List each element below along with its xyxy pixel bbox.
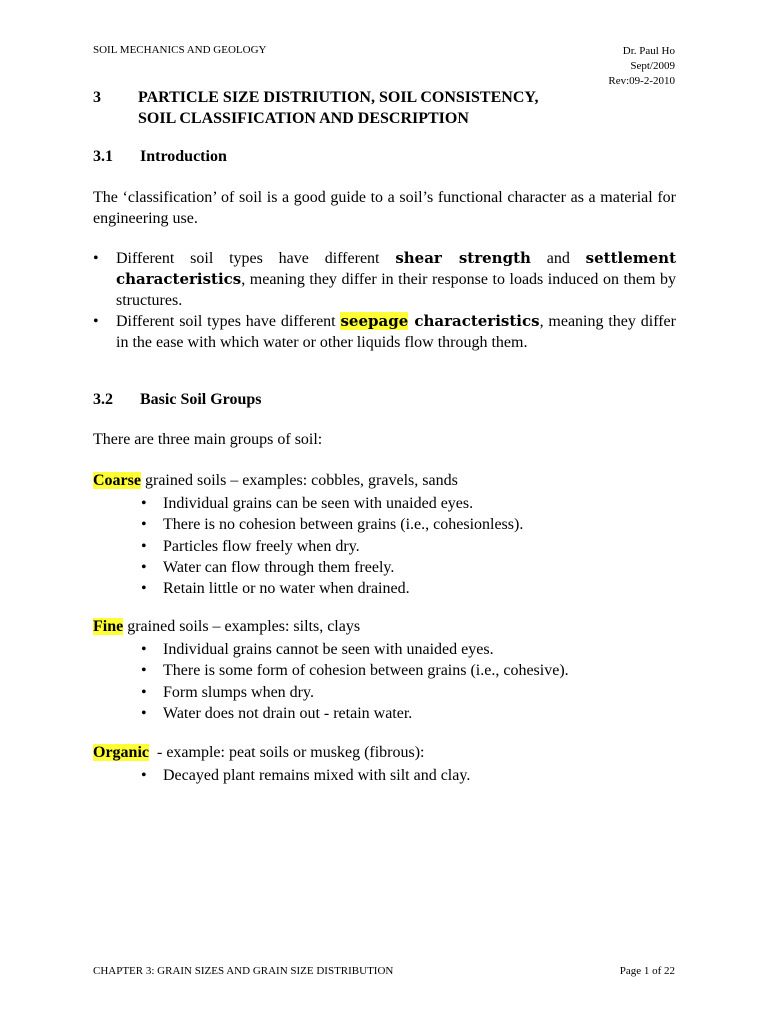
- term-settlement: settlement characteristics: [116, 249, 676, 288]
- coarse-description: grained soils – examples: cobbles, gravels, sands: [140, 472, 458, 489]
- bullet-seepage: [93, 311, 676, 353]
- fine-list: [141, 639, 569, 724]
- section-number: 3.1: [93, 148, 113, 165]
- fine-label: Fine: [93, 618, 124, 635]
- intro-bullet-list: [93, 248, 676, 353]
- header-date: Sept/2009: [630, 60, 675, 72]
- bullet-text: , meaning they differ in their response to loads induced on them by structures.: [116, 271, 676, 309]
- intro-paragraph: The ‘classification’ of soil is a good guide to a soil’s functional character as a material for engineering use.: [93, 189, 676, 227]
- list-item: • Water does not drain out - retain water.: [141, 703, 569, 724]
- header-meta: [608, 44, 675, 89]
- section-number: 3.2: [93, 391, 113, 408]
- header-author: Dr. Paul Ho: [622, 45, 675, 57]
- coarse-heading: [93, 472, 458, 490]
- coarse-list: [141, 493, 523, 599]
- chapter-number: 3: [93, 89, 101, 106]
- bullet-text: Different soil types have different: [116, 250, 396, 267]
- term-characteristics: characteristics: [408, 312, 540, 330]
- coarse-label: Coarse: [93, 472, 141, 489]
- list-item: • There is some form of cohesion between grains (i.e., cohesive).: [141, 660, 569, 681]
- term-seepage-highlight: seepage: [340, 312, 409, 330]
- fine-description: grained soils – examples: silts, clays: [123, 618, 361, 635]
- chapter-title-line2: SOIL CLASSIFICATION AND DESCRIPTION: [138, 110, 469, 127]
- organic-list: [141, 765, 470, 786]
- footer-chapter: CHAPTER 3: GRAIN SIZES AND GRAIN SIZE DISTRIBUTION: [93, 965, 394, 977]
- list-item: • Individual grains cannot be seen with unaided eyes.: [141, 639, 569, 660]
- fine-heading: [93, 618, 360, 636]
- bullet-shear-strength: [93, 248, 676, 311]
- section-title: Basic Soil Groups: [140, 391, 262, 408]
- bullet-text: and: [530, 250, 586, 267]
- section-title: Introduction: [140, 148, 227, 165]
- list-item: • Retain little or no water when drained.: [141, 578, 523, 599]
- header-revision: Rev:09-2-2010: [608, 75, 675, 87]
- list-item: • There is no cohesion between grains (i.e., cohesionless).: [141, 514, 523, 535]
- organic-label: Organic: [93, 744, 149, 761]
- organic-heading: [93, 744, 425, 762]
- list-item: • Form slumps when dry.: [141, 682, 569, 703]
- organic-description: - example: peat soils or muskeg (fibrous):: [149, 744, 425, 761]
- header-course: SOIL MECHANICS AND GEOLOGY: [93, 44, 267, 56]
- bullet-text: , meaning they differ in the ease with which water or other liquids flow through them.: [116, 313, 676, 351]
- bullet-text: Different soil types have different: [116, 313, 341, 330]
- list-item: • Water can flow through them freely.: [141, 557, 523, 578]
- chapter-title-line1: PARTICLE SIZE DISTRIUTION, SOIL CONSISTENCY,: [138, 89, 539, 106]
- list-item: • Individual grains can be seen with unaided eyes.: [141, 493, 523, 514]
- term-shear-strength: shear strength: [395, 249, 531, 267]
- list-item: • Decayed plant remains mixed with silt and clay.: [141, 765, 470, 786]
- soil-groups-intro: There are three main groups of soil:: [93, 431, 323, 448]
- list-item: • Particles flow freely when dry.: [141, 536, 523, 557]
- footer-page-number: Page 1 of 22: [619, 965, 675, 977]
